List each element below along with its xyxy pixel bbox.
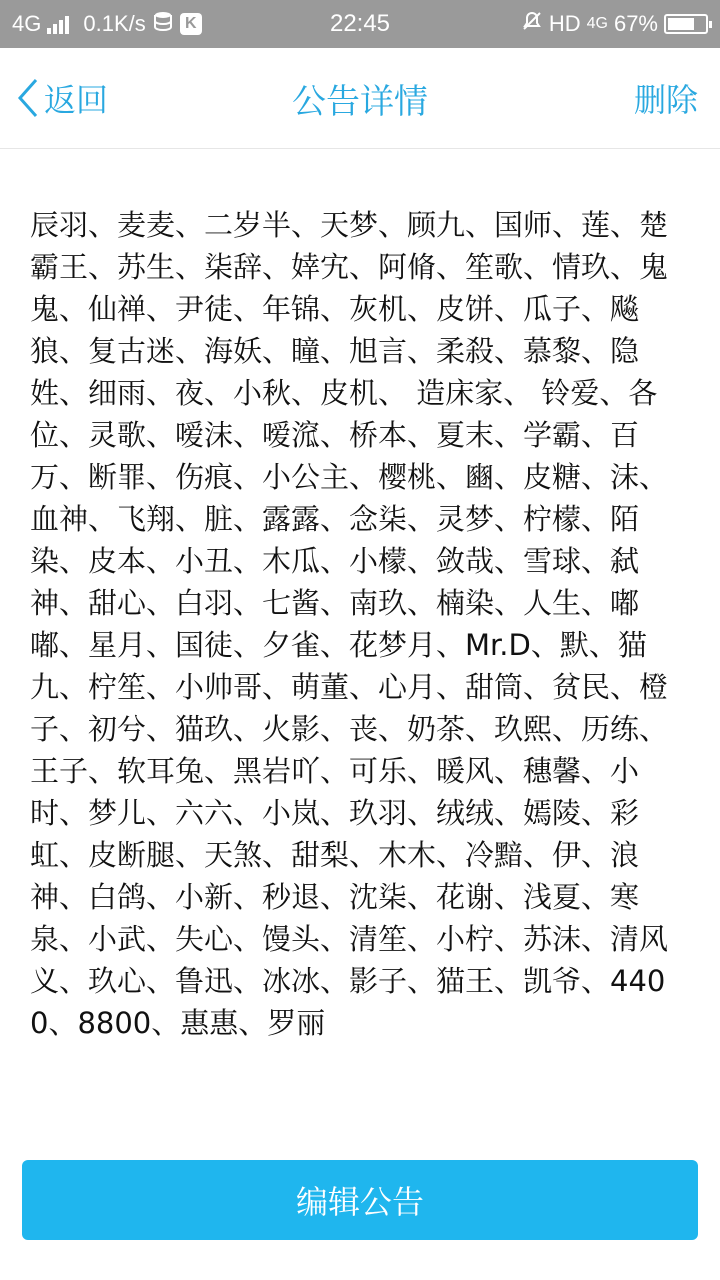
clock: 22:45 [329,10,391,37]
back-label: 返回 [44,81,109,119]
chevron-left-icon [16,78,40,118]
signal-icon [47,14,69,34]
page-title: 公告详情 [292,81,428,122]
delete-button[interactable]: 删除 [633,81,698,119]
battery-icon [664,14,708,34]
database-icon [152,10,174,38]
network-speed: 0.1K/s [83,11,146,36]
battery-percent: 67% [613,11,658,36]
app-k-icon: K [180,13,202,35]
status-right [521,0,708,48]
edit-announcement-button[interactable]: 编辑公告 [22,1160,698,1240]
announcement-text: 辰羽、麦麦、二岁半、天梦、顾九、国师、莲、楚霸王、苏生、柒辞、婞宄、阿脩、笙歌、情玖、鬼鬼、仙禅、尹徒、年锦、灰机、皮饼、瓜子、飚狼、复古迷、海妖、瞳、旭言、柔殺、慕黎、隐姓、细雨、夜、小秋、皮机、 造床家、 铃爱、各位、灵歌、嗳沫、嗳溛、桥本、夏末、学霸、百万、断罪、伤痕、小公主、樱桃、豳、皮糖、沫、血神、飞翔、脏、露露、念柒、灵梦、柠檬、陌染、皮本、小丑、木瓜、小檬、敛哉、雪球、弑神、甜心、白羽、七酱、南玖、楠染、人生、嘟嘟、星月、国徒、夕雀、花梦月、Mr.D、默、猫九、柠笙、小帅哥、萌董、心月、甜筒、贫民、橙子、初兮、猫玖、火影、丧、奶茶、玖熙、历练、王子、软耳兔、黑岩吖、可乐、暖风、穗馨、小时、梦儿、六六、小岚、玖羽、绒绒、嫣陵、彩虹、皮断腿、天煞、甜梨、木木、冷黯、伊、浪神、白鸽、小新、秒退、沈柒、花谢、浅夏、寒泉、小武、失心、馒头、清笙、小柠、苏沫、清风义、玖心、鲁迅、冰冰、影子、猫王、凯爷、4400、8800、惠惠、罗丽 [30,208,669,1040]
network-type-right: 4G [586,15,608,32]
navigation-bar [0,48,720,149]
status-left [12,0,202,48]
status-bar [0,0,720,48]
hd-label: HD [548,11,581,36]
back-button[interactable] [16,74,108,122]
network-type: 4G [12,11,42,36]
mute-bell-icon [521,10,543,38]
